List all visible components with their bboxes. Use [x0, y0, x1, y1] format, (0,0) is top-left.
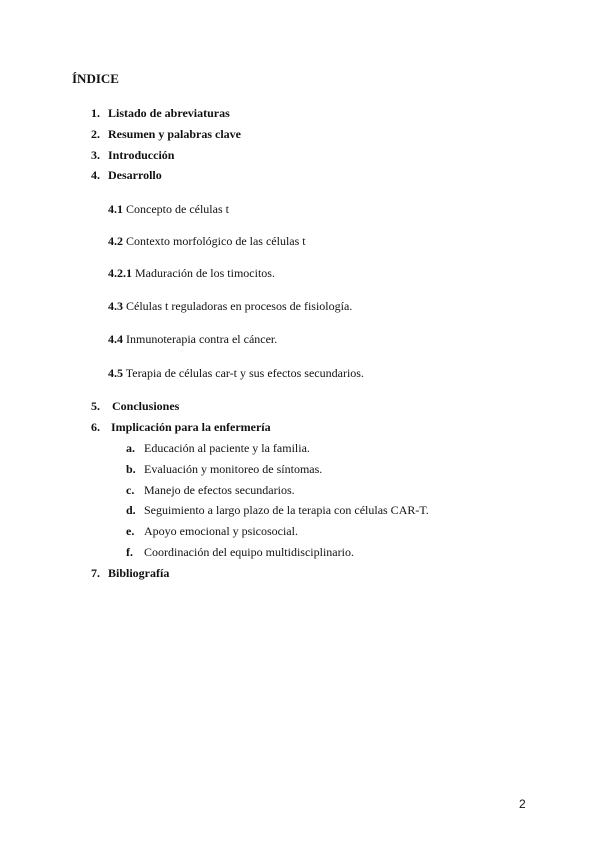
toc-item-number: 2. — [91, 127, 100, 141]
toc-item-label: Implicación para la enfermería — [111, 420, 271, 434]
toc-subsection[interactable] — [108, 366, 364, 380]
list-item-label: Manejo de efectos secundarios. — [144, 483, 295, 497]
list-item-label: Seguimiento a largo plazo de la terapia con células CAR-T. — [144, 503, 429, 517]
toc-item-number: 4. — [91, 168, 100, 182]
list-item-label: Apoyo emocional y psicosocial. — [144, 524, 298, 538]
subsection-label: Contexto morfológico de las células t — [126, 234, 306, 248]
toc-subsection[interactable] — [108, 266, 275, 280]
toc-item-number: 3. — [91, 148, 100, 162]
toc-list-item[interactable] — [126, 441, 310, 455]
toc-item-label: Listado de abreviaturas — [108, 106, 230, 120]
toc-item[interactable] — [91, 148, 174, 162]
page-number: 2 — [519, 797, 526, 811]
toc-list-item[interactable] — [126, 524, 298, 538]
subsection-number: 4.4 — [108, 332, 123, 346]
subsection-label: Células t reguladoras en procesos de fisiología. — [126, 299, 353, 313]
toc-item-label: Introducción — [108, 148, 175, 162]
list-letter: b. — [126, 462, 136, 476]
toc-item-number: 1. — [91, 106, 100, 120]
subsection-number: 4.1 — [108, 202, 123, 216]
toc-list-item[interactable] — [126, 545, 354, 559]
subsection-label: Terapia de células car-t y sus efectos secundarios. — [125, 366, 364, 380]
toc-item-number: 7. — [91, 566, 100, 580]
subsection-number: 4.5 — [108, 366, 123, 380]
subsection-number: 4.3 — [108, 299, 123, 313]
list-item-label: Evaluación y monitoreo de síntomas. — [144, 462, 323, 476]
subsection-label: Concepto de células t — [126, 202, 229, 216]
index-title: ÍNDICE — [72, 71, 119, 86]
list-letter: a. — [126, 441, 135, 455]
toc-item[interactable] — [91, 566, 169, 580]
list-letter: e. — [126, 524, 135, 538]
toc-subsection[interactable] — [108, 299, 352, 313]
toc-list-item[interactable] — [126, 503, 429, 517]
toc-item-number: 5. — [91, 399, 100, 413]
toc-item-label: Resumen y palabras clave — [108, 127, 241, 141]
subsection-number: 4.2 — [108, 234, 123, 248]
toc-item[interactable] — [91, 127, 241, 141]
toc-item-number: 6. — [91, 420, 100, 434]
subsection-number: 4.2.1 — [108, 266, 132, 280]
toc-item[interactable] — [91, 106, 230, 120]
toc-item[interactable] — [91, 168, 162, 182]
list-letter: d. — [126, 503, 136, 517]
list-item-label: Educación al paciente y la familia. — [144, 441, 310, 455]
toc-item[interactable] — [91, 420, 271, 434]
toc-item[interactable] — [91, 399, 179, 413]
toc-subsection[interactable] — [108, 234, 306, 248]
toc-item-label: Desarrollo — [108, 168, 162, 182]
toc-list-item[interactable] — [126, 462, 322, 476]
subsection-label: Maduración de los timocitos. — [135, 266, 275, 280]
toc-item-label: Conclusiones — [112, 399, 180, 413]
list-letter: c. — [126, 483, 135, 497]
toc-subsection[interactable] — [108, 332, 277, 346]
toc-list-item[interactable] — [126, 483, 295, 497]
list-letter: f. — [126, 545, 133, 559]
toc-item-label: Bibliografía — [108, 566, 170, 580]
subsection-label: Inmunoterapia contra el cáncer. — [126, 332, 278, 346]
list-item-label: Coordinación del equipo multidisciplinario. — [144, 545, 354, 559]
toc-subsection[interactable] — [108, 202, 229, 216]
